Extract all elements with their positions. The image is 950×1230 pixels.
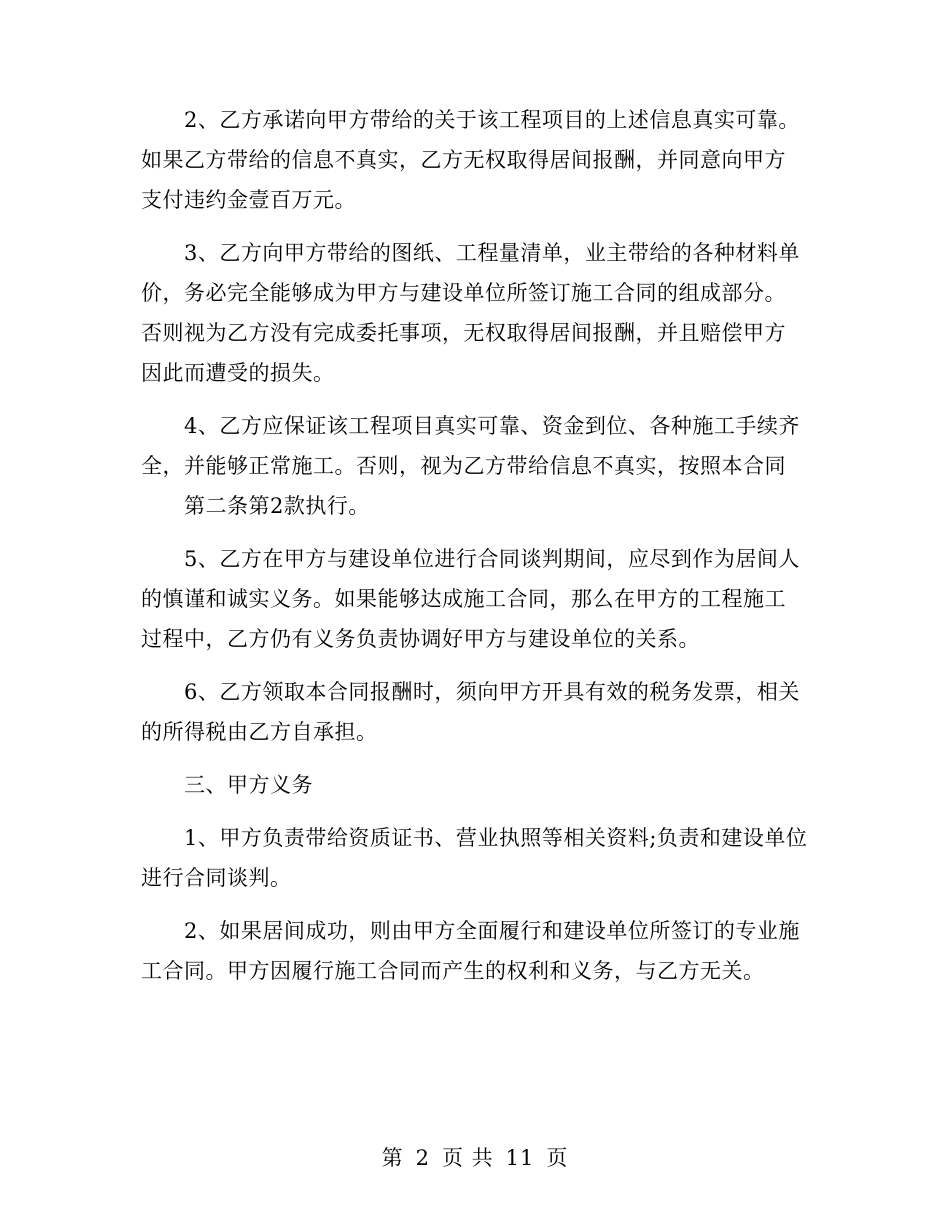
- text-line: 1、甲方负责带给资质证书、营业执照等相关资料;负责和建设单位: [184, 826, 808, 850]
- text-line: 6、乙方领取本合同报酬时，须向甲方开具有效的税务发票，相关: [184, 680, 800, 704]
- total-pages-number: 11: [505, 1146, 535, 1170]
- text-line: 的慎谨和诚实义务。如果能够达成施工合同，那么在甲方的工程施工: [141, 587, 786, 611]
- text-line: 过程中，乙方仍有义务负责协调好甲方与建设单位的关系。: [141, 627, 700, 651]
- text-line: 如果乙方带给的信息不真实，乙方无权取得居间报酬，并同意向甲方: [141, 148, 786, 172]
- text-line: 否则视为乙方没有完成委托事项，无权取得居间报酬，并且赔偿甲方: [141, 321, 786, 345]
- contract-body: [141, 100, 811, 1004]
- page-number-footer: [0, 1142, 950, 1172]
- section-heading: 三、甲方义务: [184, 773, 313, 797]
- current-page-number: 2: [415, 1146, 430, 1170]
- footer-suffix: 页: [546, 1146, 569, 1170]
- clause-3-1: [141, 818, 811, 898]
- clause-2-6: [141, 672, 811, 752]
- clause-2-2: [141, 100, 811, 220]
- clause-2-3: [141, 233, 811, 393]
- footer-prefix: 第: [381, 1146, 404, 1170]
- text-line: 进行合同谈判。: [141, 866, 292, 890]
- clause-2-4: [141, 406, 811, 526]
- text-line: 因此而遭受的损失。: [141, 361, 335, 385]
- clause-2-5: [141, 539, 811, 659]
- footer-middle: 页 共: [441, 1146, 494, 1170]
- section-heading-party-a-obligations: [141, 765, 811, 805]
- text-line: 第二条第2款执行。: [184, 494, 370, 518]
- text-line: 2、乙方承诺向甲方带给的关于该工程项目的上述信息真实可靠。: [184, 108, 800, 132]
- text-line: 4、乙方应保证该工程项目真实可靠、资金到位、各种施工手续齐: [184, 414, 800, 438]
- text-line: 2、如果居间成功，则由甲方全面履行和建设单位所签订的专业施: [184, 919, 800, 943]
- clause-3-2: [141, 911, 811, 991]
- text-line: 全，并能够正常施工。否则，视为乙方带给信息不真实，按照本合同: [141, 454, 786, 478]
- text-line: 价，务必完全能够成为甲方与建设单位所签订施工合同的组成部分。: [141, 281, 786, 305]
- text-line: 工合同。甲方因履行施工合同而产生的权利和义务，与乙方无关。: [141, 959, 765, 983]
- text-line: 3、乙方向甲方带给的图纸、工程量清单，业主带给的各种材料单: [184, 241, 800, 265]
- text-line: 的所得税由乙方自承担。: [141, 720, 378, 744]
- text-line: 5、乙方在甲方与建设单位进行合同谈判期间，应尽到作为居间人: [184, 547, 800, 571]
- text-line: 支付违约金壹百万元。: [141, 188, 356, 212]
